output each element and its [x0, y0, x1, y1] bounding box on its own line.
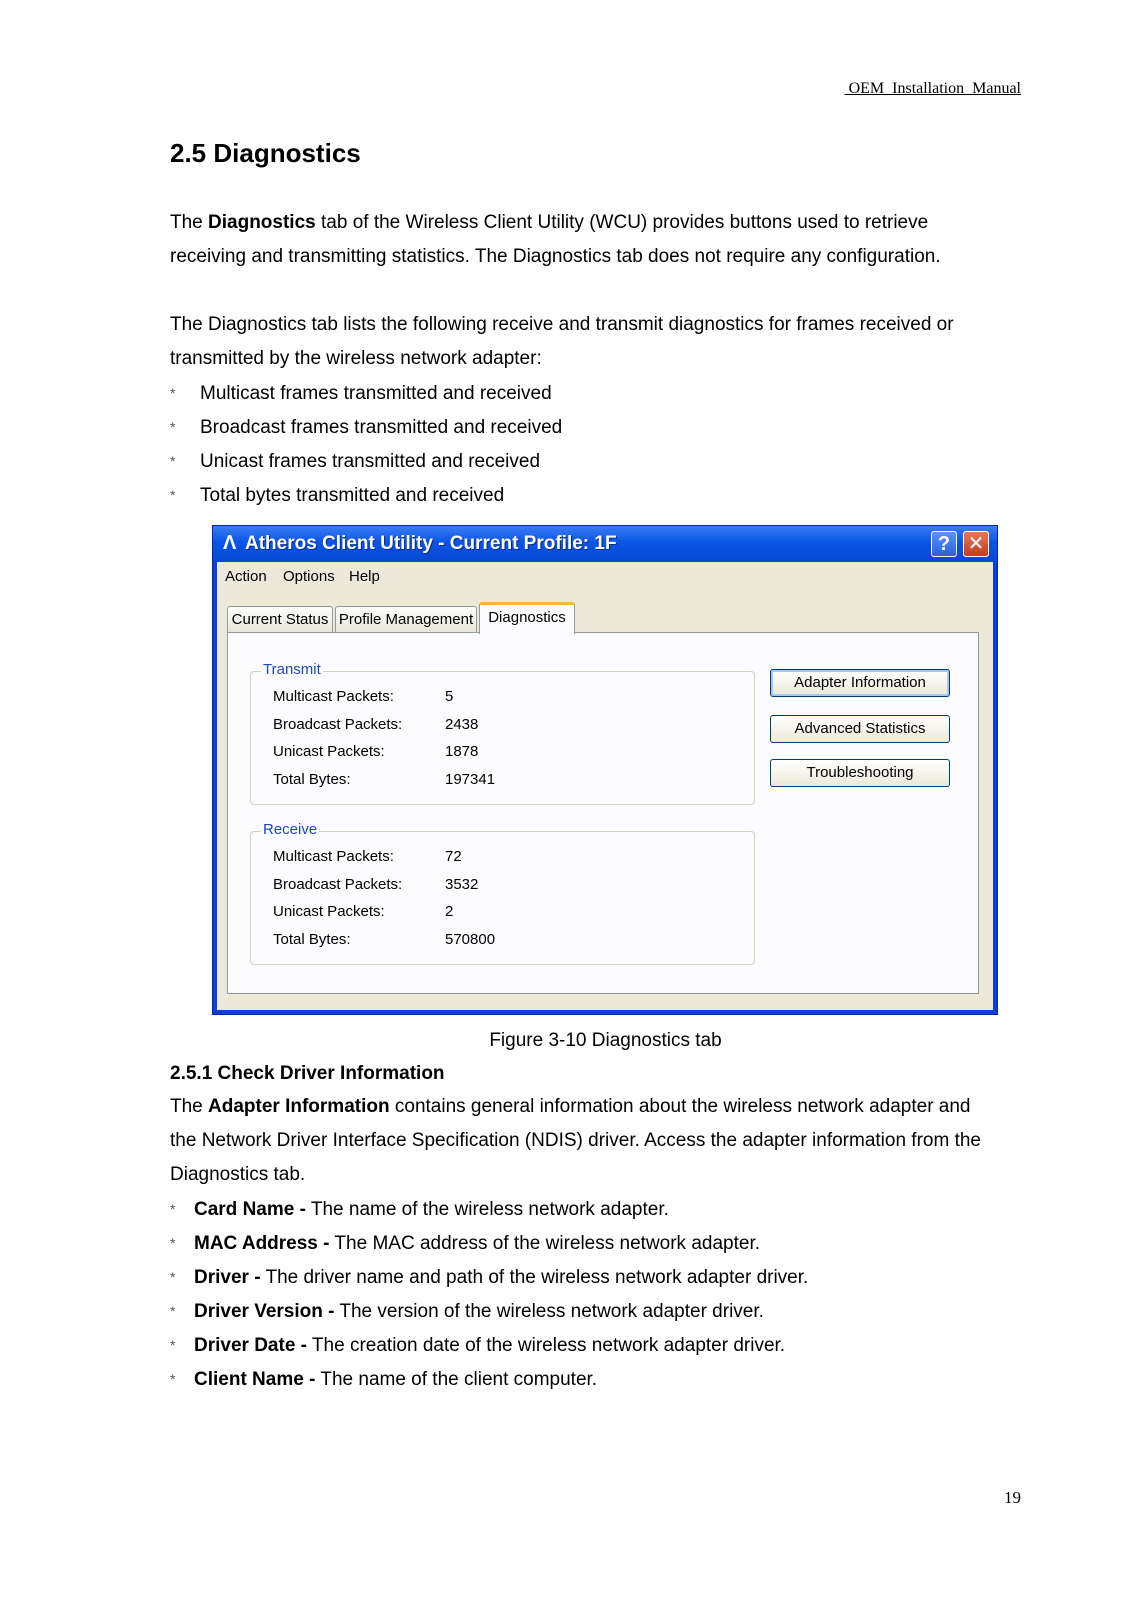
- title-bar[interactable]: [213, 526, 997, 562]
- receive-value: 72: [445, 848, 462, 865]
- bullet-icon: *: [170, 1269, 176, 1285]
- page-number: 19: [1004, 1488, 1021, 1507]
- transmit-row: Broadcast Packets: 2438: [273, 716, 479, 733]
- figure-caption: Figure 3-10 Diagnostics tab: [489, 1030, 722, 1051]
- subsection-title: 2.5.1 Check Driver Information: [170, 1063, 445, 1084]
- diagnostics-panel: [227, 632, 979, 994]
- help-button[interactable]: ?: [931, 531, 957, 557]
- bullet-icon: *: [170, 1371, 176, 1387]
- transmit-row: Total Bytes: 197341: [273, 771, 496, 788]
- menu-bar: [217, 562, 993, 590]
- adapter-info-paragraph: The Adapter Information contains general information about the wireless network adapter and the Network Driver Interface Specification (NDIS) driver. Access the adapter information from the Diagnostics tab.: [170, 1096, 981, 1185]
- transmit-value: 5: [445, 688, 454, 705]
- list-item: * Multicast frames transmitted and received: [170, 376, 562, 410]
- bullet-icon: *: [170, 1303, 176, 1319]
- receive-value: 2: [445, 903, 454, 920]
- window-client-area: [217, 562, 993, 1010]
- bullet-icon: *: [170, 453, 176, 469]
- list-item: * Broadcast frames transmitted and received: [170, 410, 562, 444]
- adapter-information-button[interactable]: Adapter Information: [770, 669, 950, 697]
- bullet-icon: *: [170, 385, 176, 401]
- receive-group-title: Receive: [263, 821, 318, 838]
- running-header: OEM Installation Manual: [844, 80, 1021, 97]
- list-item: * Card Name - The name of the wireless network adapter.: [170, 1192, 808, 1226]
- window-title: Atheros Client Utility - Current Profile: 1F: [245, 533, 617, 554]
- transmit-group: [250, 661, 755, 805]
- tab-diagnostics[interactable]: Diagnostics: [479, 602, 575, 634]
- receive-value: 3532: [445, 876, 479, 893]
- adapter-info-list: [170, 1192, 808, 1396]
- receive-group: [250, 821, 755, 965]
- transmit-group-title: Transmit: [263, 661, 321, 678]
- list-item: * Driver Date - The creation date of the wireless network adapter driver.: [170, 1328, 808, 1362]
- bullet-icon: *: [170, 1201, 176, 1217]
- list-item: * Total bytes transmitted and received: [170, 478, 562, 512]
- troubleshooting-button[interactable]: Troubleshooting: [770, 759, 950, 787]
- menu-action[interactable]: Action: [225, 568, 267, 585]
- transmit-value: 2438: [445, 716, 479, 733]
- transmit-value: 197341: [445, 771, 496, 788]
- bullet-icon: *: [170, 487, 176, 503]
- close-button[interactable]: ✕: [963, 531, 989, 557]
- menu-options[interactable]: Options: [283, 568, 335, 585]
- receive-row: Total Bytes: 570800: [273, 931, 496, 948]
- bold-term: Adapter Information: [208, 1096, 390, 1117]
- list-item: * Driver Version - The version of the wireless network adapter driver.: [170, 1294, 808, 1328]
- receive-row: Broadcast Packets: 3532: [273, 876, 479, 893]
- bullet-icon: *: [170, 1235, 176, 1251]
- section-title: 2.5 Diagnostics: [170, 138, 361, 168]
- tab-current-status[interactable]: Current Status: [227, 606, 333, 632]
- receive-row: Multicast Packets: 72: [273, 848, 462, 865]
- tab-profile-management[interactable]: Profile Management: [335, 606, 477, 632]
- list-item: * Client Name - The name of the client computer.: [170, 1362, 808, 1396]
- bullet-icon: *: [170, 1337, 176, 1353]
- atheros-logo-icon: Λ: [223, 532, 237, 554]
- advanced-statistics-button[interactable]: Advanced Statistics: [770, 715, 950, 743]
- diagnostics-paragraph: The Diagnostics tab lists the following receive and transmit diagnostics for frames received or transmitted by the wireless network adapter:: [170, 314, 954, 369]
- transmit-row: Unicast Packets: 1878: [273, 743, 479, 760]
- list-item: * MAC Address - The MAC address of the wireless network adapter.: [170, 1226, 808, 1260]
- diagnostics-list: [170, 376, 562, 512]
- list-item: * Unicast frames transmitted and received: [170, 444, 562, 478]
- intro-paragraph: The Diagnostics tab of the Wireless Client Utility (WCU) provides buttons used to retrieve receiving and transmitting statistics. The Diagnostics tab does not require any configuration.: [170, 212, 941, 267]
- list-item: * Driver - The driver name and path of the wireless network adapter driver.: [170, 1260, 808, 1294]
- receive-value: 570800: [445, 931, 496, 948]
- menu-help[interactable]: Help: [349, 568, 380, 585]
- bold-term: Diagnostics: [208, 212, 316, 233]
- bullet-icon: *: [170, 419, 176, 435]
- transmit-row: Multicast Packets: 5: [273, 688, 454, 705]
- receive-row: Unicast Packets: 2: [273, 903, 454, 920]
- transmit-value: 1878: [445, 743, 479, 760]
- atheros-client-utility-window: [212, 525, 998, 1015]
